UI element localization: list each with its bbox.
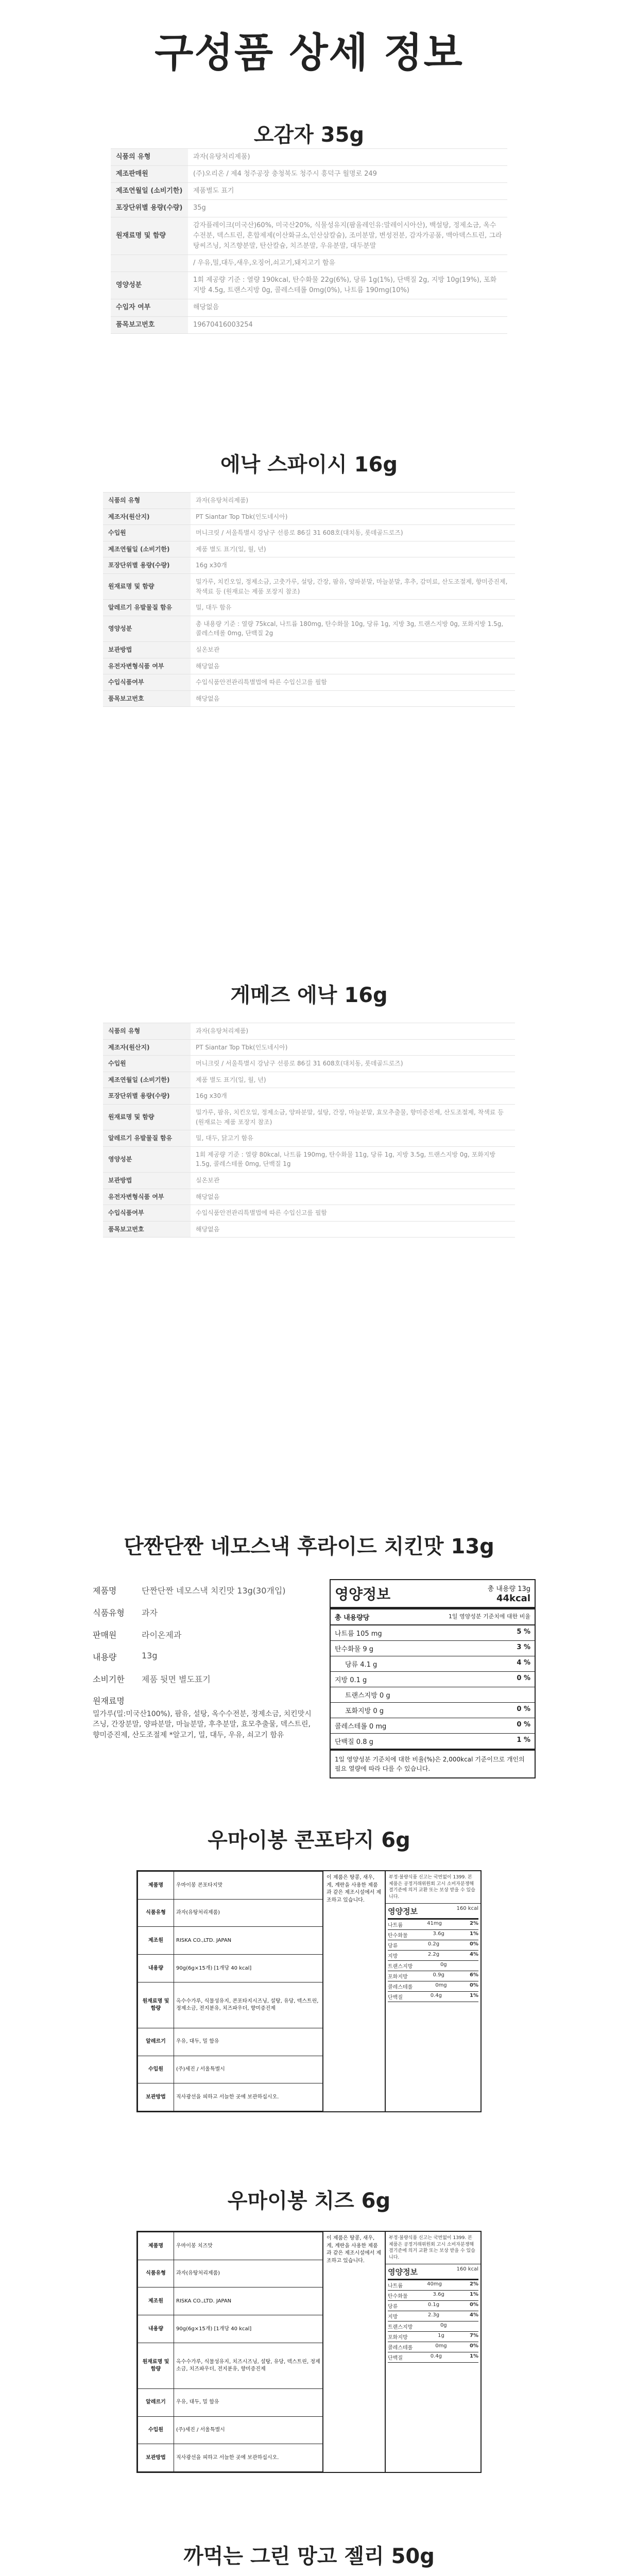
- row-value: 과자(유탕처리제품): [174, 2260, 323, 2287]
- nutrition-row: [388, 2280, 478, 2291]
- ingredients-label: 원재료명: [93, 1696, 125, 1706]
- table-row: [138, 1872, 323, 1900]
- info-row: [93, 1629, 314, 1640]
- info-value: 제품 뒷면 별도표기: [142, 1674, 211, 1684]
- nutrient-amount: 0.9g: [433, 1972, 444, 1978]
- row-value: 밀가루, 치킨오일, 정제소금, 고춧가루, 설탕, 간장, 팜유, 양파분말, 마늘분말, 후추, 감미료, 산도조절제, 향미증진제, 착색료 등 (원재료는 제품 포장지 참조): [191, 573, 515, 599]
- nutrition-title: 영양정보: [388, 1907, 418, 1917]
- nutrient-amount: 0mg: [435, 1982, 447, 1989]
- section-nemo-snack: [0, 1530, 618, 1772]
- info-row: [93, 1606, 314, 1618]
- nutrient-percent: 4%: [470, 2312, 478, 2318]
- nutrition-row: [331, 1641, 535, 1656]
- table-row: [138, 2056, 323, 2083]
- nutrient-name: 콜레스테롤 0 mg: [335, 1723, 387, 1731]
- row-value: 해당없음: [191, 1221, 515, 1238]
- nutrient-percent: 2%: [470, 2281, 478, 2287]
- nutrient-name: 지방: [388, 2314, 398, 2320]
- row-key: 내용량: [138, 2315, 174, 2343]
- nutrition-row: [388, 1951, 478, 1961]
- row-key: 보관방법: [138, 2083, 174, 2111]
- row-key: 품목보고번호: [103, 690, 191, 707]
- row-key: 영양성분: [103, 1146, 191, 1172]
- info-key: 제품명: [93, 1586, 117, 1596]
- nutrient-name: 포화지방: [388, 2335, 408, 2341]
- section-title: 게메즈 에낙 16g: [230, 984, 388, 1007]
- info-row: [93, 1584, 314, 1596]
- row-value: 감자플레이크(미국산)60%, 미국산20%, 식물성유지(팜올레인유:말레이시아산), 백설탕, 정제소금, 옥수수전분, 덱스트린, 혼합제제(이산화규소,인산삼칼슘), 조미분말, 변성전분, 감자가공품, 맥아덱스트린, 그라탕씨즈닝, 치즈향분말, 탄산칼슘, 치즈분말, 우유분말, 대두분말: [188, 217, 507, 255]
- nutrient-name: 탄수화물 9 g: [335, 1646, 374, 1653]
- nutrient-percent: [458, 2323, 478, 2330]
- row-value: 옥수수가루, 식물성유지, 콘포타지시즈닝, 설탕, 유당, 덱스트린, 정제소금, 전지분유, 치즈파우더, 향미증진제: [174, 1982, 323, 2028]
- nutrient-amount: 0g: [440, 1962, 447, 1968]
- table-row: [103, 1039, 515, 1056]
- info-key: 소비기한: [93, 1674, 125, 1684]
- row-key: 제조연월일 (소비기한): [103, 541, 191, 557]
- nutrient-percent: 0%: [470, 1982, 478, 1989]
- row-value: 해당없음: [191, 658, 515, 674]
- row-value: 해당없음: [191, 690, 515, 707]
- row-key: 원재료명 및 함량: [103, 573, 191, 599]
- row-key: 수입원: [103, 525, 191, 541]
- info-value: 13g: [142, 1651, 158, 1660]
- row-key: 제조자(원산지): [103, 1039, 191, 1056]
- nutrient-percent: 0 %: [517, 1705, 530, 1713]
- nutrient-amount: 0.4g: [430, 2353, 442, 2360]
- nutrient-name: 당류: [388, 2304, 398, 2310]
- nutrient-amount: 0mg: [435, 2343, 447, 2349]
- row-value: 수입식품안전관리특별법에 따른 수입신고를 필함: [191, 674, 515, 691]
- nutrient-name: 지방: [388, 1954, 398, 1960]
- row-key: 알레르기 유발물질 함유: [103, 600, 191, 616]
- table-row: [138, 2343, 323, 2388]
- nutrient-name: 당류 4.1 g: [345, 1661, 377, 1669]
- table-row: [138, 2315, 323, 2343]
- nutrient-amount: 1g: [438, 2333, 444, 2339]
- nutrition-row: [331, 1718, 535, 1734]
- nutrition-row: [331, 1656, 535, 1672]
- table-row: [138, 1955, 323, 1982]
- info-key: 내용량: [93, 1652, 117, 1662]
- row-value: 우마이봉 치즈맛: [174, 2232, 323, 2260]
- table-row: [103, 690, 515, 707]
- info-value: 단짠단짠 네모스낵 치킨맛 13g(30개입): [142, 1586, 286, 1596]
- info-row: [93, 1651, 314, 1663]
- info-value: 과자: [142, 1608, 158, 1618]
- table-row: [103, 1172, 515, 1189]
- product-info: [93, 1584, 314, 1740]
- row-key: 포장단위별 용량(수량): [103, 557, 191, 574]
- nutrient-percent: 0%: [470, 2302, 478, 2308]
- info-value: 라이온제과: [142, 1630, 182, 1640]
- row-key: 식품유형: [138, 1899, 174, 1927]
- nutrition-facts: [330, 1579, 536, 1778]
- row-value: RISKA CO.,LTD. JAPAN: [174, 2287, 323, 2315]
- nutrient-name: 트랜스지방 0 g: [345, 1692, 390, 1700]
- row-value: 실온보관: [191, 1172, 515, 1189]
- nutrition-row: [388, 1930, 478, 1940]
- nutrient-percent: 2%: [470, 1921, 478, 1927]
- row-key: 원재료명 및 함량: [138, 2343, 174, 2388]
- row-key: 유전자변형식품 여부: [103, 1189, 191, 1205]
- row-value: 90g(6g×15개) [1개당 40 kcal]: [174, 2315, 323, 2343]
- row-key: 보관방법: [103, 641, 191, 658]
- row-value: PT Siantar Top Tbk(인도네시아): [191, 1039, 515, 1056]
- nutrient-percent: 1 %: [517, 1736, 530, 1744]
- row-key: 포장단위별 용량(수량): [103, 1088, 191, 1105]
- row-value: 16g x30개: [191, 557, 515, 574]
- table-row: [138, 1982, 323, 2028]
- row-value: (주)세진 / 서울특별시: [174, 2056, 323, 2083]
- nutrient-name: 트랜스지방: [388, 2325, 413, 2331]
- section-title: 우마이봉 콘포타지 6g: [208, 1828, 410, 1852]
- row-key: 원재료명 및 함량: [103, 1104, 191, 1130]
- row-value: 우마이봉 콘포타지맛: [174, 1872, 323, 1900]
- row-key: 품목보고번호: [111, 316, 188, 333]
- nutrient-amount: 2.3g: [427, 2312, 440, 2318]
- product-label: [136, 1870, 482, 2112]
- nutrition-row: [388, 1940, 478, 1951]
- nutrient-percent: [458, 1962, 478, 1970]
- row-value: 밀가루, 팜유, 치킨오일, 정제소금, 양파분말, 설탕, 간장, 마늘분말, 효모추출물, 향미증진제, 산도조절제, 착색료 등 (원재료는 제품 포장지 참조): [191, 1104, 515, 1130]
- row-value: 해당없음: [191, 1189, 515, 1205]
- row-key: 내용량: [138, 1955, 174, 1982]
- row-key: 수입원: [138, 2056, 174, 2083]
- info-key: 식품유형: [93, 1608, 125, 1618]
- table-row: [111, 272, 507, 299]
- row-key: 수입자 여부: [111, 299, 188, 316]
- table-row: [111, 166, 507, 183]
- table-row: [111, 149, 507, 166]
- table-row: [138, 2260, 323, 2287]
- table-row: [103, 641, 515, 658]
- nutrition-facts: [386, 1904, 480, 2004]
- nutrition-row: [388, 2352, 478, 2363]
- nutrient-percent: 0%: [470, 2343, 478, 2349]
- row-key: 보관방법: [103, 1172, 191, 1189]
- nutrition-row: [331, 1734, 535, 1749]
- row-value: 해당없음: [188, 299, 507, 316]
- row-value: 과자(유탕처리제품): [191, 493, 515, 509]
- table-row: [103, 1130, 515, 1147]
- nutrient-percent: 0%: [470, 1941, 478, 1947]
- nutrition-row: [388, 2342, 478, 2352]
- allergy-note: 이 제품은 땅콩, 새우, 게, 계란을 사용한 제품과 같은 제조시설에서 제조하고 있습니다.: [323, 1871, 385, 2111]
- table-row: [138, 2028, 323, 2056]
- row-value: PT Siantar Top Tbk(인도네시아): [191, 509, 515, 525]
- table-row: [103, 557, 515, 574]
- nutrient-name: 단백질: [388, 1995, 403, 2001]
- row-value: 총 내용량 기준 : 열량 75kcal, 나트륨 180mg, 탄수화물 10g, 당류 1g, 지방 3g, 트랜스지방 0g, 포화지방 1.5g, 콜레스테롤 0mg, 단백질 2g: [191, 616, 515, 641]
- section-gemez-enak: [0, 979, 618, 1233]
- table-row: [138, 2232, 323, 2260]
- section-umaibo-cheese: [0, 2184, 618, 2461]
- table-row: [138, 1927, 323, 1955]
- row-value: 밀, 대두 함유: [191, 600, 515, 616]
- table-row: [103, 1189, 515, 1205]
- nutrition-row: [388, 1971, 478, 1981]
- nutrient-name: 당류: [388, 1943, 398, 1950]
- row-value: 직사광선을 피하고 서늘한 곳에 보관하십시오.: [174, 2444, 323, 2472]
- section-title: 단짠단짠 네모스낵 후라이드 치킨맛 13g: [124, 1535, 494, 1558]
- row-key: 영양성분: [103, 616, 191, 641]
- nutrient-name: 탄수화물: [388, 1933, 408, 1939]
- row-key: 보관방법: [138, 2444, 174, 2472]
- table-row: [111, 255, 507, 272]
- row-key: 제품명: [138, 1872, 174, 1900]
- nutrient-name: 나트륨: [388, 2283, 403, 2290]
- nutrient-percent: 0 %: [517, 1674, 530, 1682]
- nutrient-amount: 0.2g: [427, 1941, 440, 1947]
- row-key: 제조판매원: [111, 166, 188, 183]
- row-value: 90g(6g×15개) [1개당 40 kcal]: [174, 1955, 323, 1982]
- section-title: 에낙 스파이시 16g: [220, 453, 398, 477]
- table-row: [138, 2388, 323, 2416]
- row-key: 식품유형: [138, 2260, 174, 2287]
- page-title: 구성품 상세 정보: [154, 30, 464, 76]
- row-value: 과자(유탕처리제품): [191, 1023, 515, 1040]
- nutrition-title: 영양정보: [388, 2267, 418, 2277]
- nutrition-title: 영양정보: [335, 1586, 391, 1603]
- table-row: [138, 2083, 323, 2111]
- spec-table: [103, 492, 515, 707]
- table-row: [111, 217, 507, 255]
- row-value: 수입식품안전관리특별법에 따른 수입신고를 필함: [191, 1205, 515, 1222]
- nutrient-amount: 0.1g: [427, 2302, 440, 2308]
- row-value: 16g x30개: [191, 1088, 515, 1105]
- nutrient-name: 단백질: [388, 2355, 403, 2362]
- table-row: [111, 183, 507, 200]
- nutrition-kcal: 160 kcal: [456, 1906, 478, 1912]
- nutrient-percent: 4 %: [517, 1659, 530, 1667]
- nutrient-amount: 0g: [440, 2323, 447, 2329]
- row-value: / 우유,밀,대두,새우,오징어,쇠고기,돼지고기 함유: [188, 255, 507, 272]
- row-key: 제조연월일 (소비기한): [111, 183, 188, 200]
- label-table: [138, 1871, 323, 2111]
- table-row: [103, 573, 515, 599]
- table-row: [138, 2444, 323, 2472]
- section-title: 오감자 35g: [253, 123, 365, 147]
- nutrition-row: [388, 1992, 478, 2002]
- section-umaibo-corn: [0, 1824, 618, 2100]
- table-row: [103, 616, 515, 641]
- nutrition-sub-left: 총 내용량당: [335, 1614, 370, 1622]
- table-row: [103, 541, 515, 557]
- row-key: [111, 255, 188, 272]
- product-label: [136, 2231, 482, 2473]
- nutrient-name: 콜레스테롤: [388, 1985, 413, 1991]
- ingredients-block: [93, 1695, 314, 1740]
- nutrition-total: 총 내용량 13g: [487, 1585, 530, 1593]
- table-row: [138, 1899, 323, 1927]
- nutrient-percent: 1%: [470, 1931, 478, 1937]
- row-value: 1회 제공량 기준 : 열량 80kcal, 나트륨 190mg, 탄수화물 11g, 당류 1g, 지방 3.5g, 트랜스지방 0g, 포화지방 1.5g, 콜레스테롤 0mg, 단백질 1g: [191, 1146, 515, 1172]
- table-row: [138, 2287, 323, 2315]
- row-value: 35g: [188, 200, 507, 217]
- nutrition-row: [388, 1981, 478, 1992]
- section-title: 우마이봉 치즈 6g: [227, 2189, 391, 2213]
- warning-text: 부정·불량식품 신고는 국번없이 1399. 본 제품은 공정거래위원회 고시 소비자분쟁해결기준에 의거 교환 또는 보상 받을 수 있습니다.: [386, 1871, 480, 1904]
- nutrition-row: [388, 1920, 478, 1930]
- nutrition-kcal: 44kcal: [496, 1593, 530, 1604]
- row-value: 실온보관: [191, 641, 515, 658]
- row-key: 식품의 유형: [103, 1023, 191, 1040]
- row-key: 유전자변형식품 여부: [103, 658, 191, 674]
- row-key: 수입원: [103, 1056, 191, 1072]
- nutrient-name: 포화지방: [388, 1974, 408, 1980]
- nutrient-percent: 1%: [470, 2353, 478, 2360]
- table-row: [103, 658, 515, 674]
- nutrient-amount: 3.6g: [433, 1931, 444, 1937]
- nutrient-name: 지방 0.1 g: [335, 1676, 367, 1684]
- section-ogamja: [0, 118, 618, 329]
- row-value: 머니크릿 / 서울특별시 강남구 선릉로 86길 31 608호(대치동, 롯데골드로즈): [191, 525, 515, 541]
- nutrient-amount: 40mg: [427, 2281, 442, 2287]
- label-table: [138, 2232, 323, 2472]
- table-row: [103, 1221, 515, 1238]
- row-key: 제조원: [138, 2287, 174, 2315]
- table-row: [138, 2416, 323, 2444]
- nutrient-percent: 1%: [470, 2292, 478, 2298]
- row-value: RISKA CO.,LTD. JAPAN: [174, 1927, 323, 1955]
- nutrition-row: [331, 1687, 535, 1703]
- row-key: 원재료명 및 함량: [111, 217, 188, 255]
- nutrition-row: [388, 1961, 478, 1971]
- ingredients-text: 밀가루(밀:미국산100%), 팜유, 설탕, 옥수수전분, 정제소금, 치킨맛시즈닝, 간장분말, 양파분말, 마늘분말, 후추분말, 효모추출물, 덱스트린, 향미증진제, 산도조절제 *알고기, 밀, 대두, 우유, 쇠고기 함유: [93, 1710, 312, 1739]
- row-value: 밀, 대두, 닭고기 함유: [191, 1130, 515, 1147]
- nutrition-row: [331, 1625, 535, 1641]
- table-row: [103, 1023, 515, 1040]
- nutrient-name: 포화지방 0 g: [345, 1707, 384, 1715]
- table-row: [103, 1072, 515, 1088]
- nutrient-name: 나트륨 105 mg: [335, 1630, 382, 1638]
- nutrient-percent: 7%: [470, 2333, 478, 2339]
- row-key: 포장단위별 용량(수량): [111, 200, 188, 217]
- nutrition-facts: [386, 2264, 480, 2365]
- nutrient-name: 콜레스테롤: [388, 2345, 413, 2351]
- row-key: 품목보고번호: [103, 1221, 191, 1238]
- nutrition-row: [388, 2311, 478, 2321]
- nutrient-percent: 0 %: [517, 1721, 530, 1728]
- row-key: 제품명: [138, 2232, 174, 2260]
- row-key: 수입원: [138, 2416, 174, 2444]
- warning-text: 부정·불량식품 신고는 국번없이 1399. 본 제품은 공정거래위원회 고시 소비자분쟁해결기준에 의거 교환 또는 보상 받을 수 있습니다.: [386, 2232, 480, 2264]
- row-value: 직사광선을 피하고 서늘한 곳에 보관하십시오.: [174, 2083, 323, 2111]
- nutrient-amount: 3.6g: [433, 2292, 444, 2298]
- row-value: 머니크릿 / 서울특별시 강남구 선릉로 86길 31 608호(대치동, 롯데골드로즈): [191, 1056, 515, 1072]
- nutrient-amount: 2.2g: [427, 1952, 440, 1958]
- table-row: [103, 1088, 515, 1105]
- section-mango-jelly: [0, 2540, 618, 2569]
- nutrient-name: 탄수화물: [388, 2294, 408, 2300]
- nutrition-row: [331, 1703, 535, 1718]
- row-key: 알레르기: [138, 2028, 174, 2056]
- row-key: 제조자(원산지): [103, 509, 191, 525]
- spec-table: [103, 1023, 515, 1238]
- table-row: [111, 200, 507, 217]
- nutrition-row: [388, 2321, 478, 2332]
- table-row: [103, 1146, 515, 1172]
- row-value: 제품 별도 표기(일, 월, 년): [191, 1072, 515, 1088]
- table-row: [103, 674, 515, 691]
- row-key: 영양성분: [111, 272, 188, 299]
- nutrition-footnote: 1일 영양성분 기준치에 대한 비율(%)은 2,000kcal 기준이므로 개인의 필요 열량에 따라 다를 수 있습니다.: [331, 1749, 535, 1777]
- nutrient-name: 트랜스지방: [388, 1964, 413, 1970]
- section-title: 까먹는 그린 망고 젤리 50g: [183, 2545, 435, 2568]
- table-row: [111, 299, 507, 316]
- row-key: 알레르기 유발물질 함유: [103, 1130, 191, 1147]
- row-key: 원재료명 및 함량: [138, 1982, 174, 2028]
- nutrition-row: [388, 2291, 478, 2301]
- allergy-note: 이 제품은 땅콩, 새우, 게, 계란을 사용한 제품과 같은 제조시설에서 제조하고 있습니다.: [323, 2232, 385, 2472]
- row-value: 우유, 대두, 밀 함유: [174, 2028, 323, 2056]
- nutrition-sub-right: 1일 영양성분 기준치에 대한 비율: [448, 1613, 530, 1620]
- table-row: [103, 1056, 515, 1072]
- nutrient-percent: 4%: [470, 1952, 478, 1958]
- row-value: 제품 별도 표기(일, 월, 년): [191, 541, 515, 557]
- row-value: 우유, 대두, 밀 함유: [174, 2388, 323, 2416]
- table-row: [103, 1104, 515, 1130]
- nutrient-name: 나트륨: [388, 1923, 403, 1929]
- nutrient-amount: 0.4g: [430, 1993, 442, 1999]
- row-key: 수입식품여부: [103, 1205, 191, 1222]
- section-enak-spicy: [0, 448, 618, 702]
- row-key: 제조원: [138, 1927, 174, 1955]
- row-value: 옥수수가루, 식물성유지, 치즈시즈닝, 설탕, 유당, 덱스트린, 정제소금, 치즈파우더, 전지분유, 향미증진제: [174, 2343, 323, 2388]
- row-key: 알레르기: [138, 2388, 174, 2416]
- row-value: (주)세진 / 서울특별시: [174, 2416, 323, 2444]
- nutrient-percent: 5 %: [517, 1628, 530, 1636]
- info-row: [93, 1673, 314, 1685]
- nutrient-amount: 41mg: [427, 1921, 442, 1927]
- nutrition-row: [388, 2301, 478, 2311]
- table-row: [103, 525, 515, 541]
- row-key: 식품의 유형: [111, 149, 188, 166]
- row-value: 과자(유탕처리제품): [174, 1899, 323, 1927]
- info-key: 판매원: [93, 1630, 117, 1640]
- table-row: [103, 600, 515, 616]
- row-value: 1회 제공량 기준 : 열량 190kcal, 탄수화물 22g(6%), 당류 1g(1%), 단백질 2g, 지방 10g(19%), 포화지방 4.5g, 트랜스지방 0g, 콜레스테롤 0mg(0%), 나트륨 190mg(10%): [188, 272, 507, 299]
- table-row: [103, 509, 515, 525]
- table-row: [103, 493, 515, 509]
- row-key: 제조연월일 (소비기한): [103, 1072, 191, 1088]
- row-value: 19670416003254: [188, 316, 507, 333]
- row-value: (주)오리온 / 제4 청주공장 충청북도 청주시 흥덕구 월명로 249: [188, 166, 507, 183]
- row-value: 과자(유탕처리제품): [188, 149, 507, 166]
- nutrient-percent: 6%: [470, 1972, 478, 1978]
- row-key: 수입식품여부: [103, 674, 191, 691]
- row-value: 제품별도 표기: [188, 183, 507, 200]
- row-key: 식품의 유형: [103, 493, 191, 509]
- table-row: [103, 1205, 515, 1222]
- nutrition-kcal: 160 kcal: [456, 2266, 478, 2273]
- spec-table: [111, 148, 507, 334]
- nutrition-row: [331, 1672, 535, 1687]
- nutrition-row: [388, 2332, 478, 2342]
- table-row: [111, 316, 507, 333]
- nutrient-percent: 3 %: [517, 1643, 530, 1651]
- nutrient-percent: 1%: [470, 1993, 478, 1999]
- nutrient-name: 단백질 0.8 g: [335, 1738, 373, 1746]
